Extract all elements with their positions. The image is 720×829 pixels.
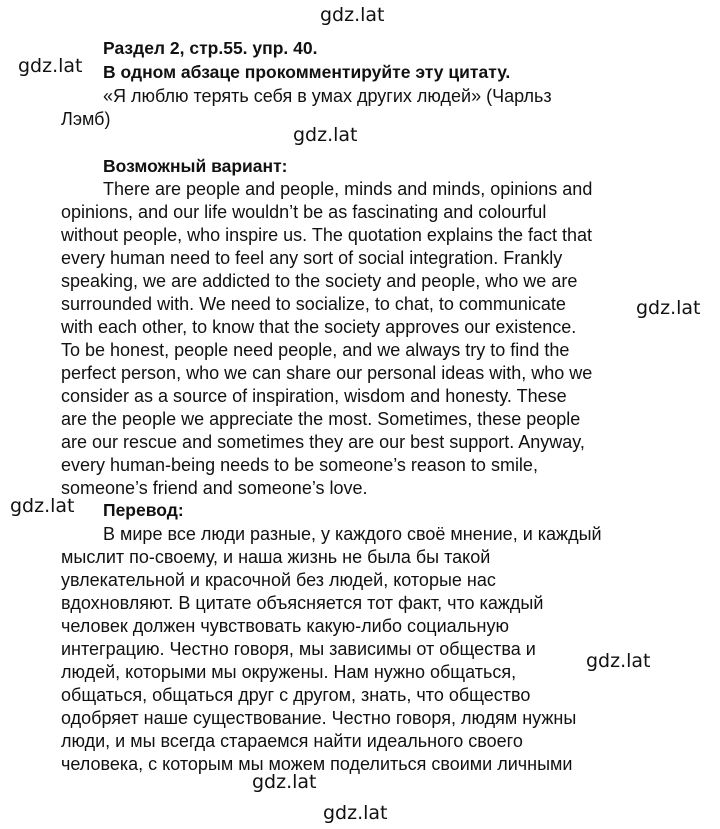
paragraph-line: consider as a source of inspiration, wisdom and honesty. These xyxy=(61,386,567,406)
paragraph-line: человека, с которым мы можем поделиться своими личными xyxy=(61,754,573,774)
paragraph-line: To be honest, people need people, and we always try to find the xyxy=(61,340,570,360)
watermark-left-middle: gdz.lat xyxy=(10,495,75,517)
paragraph-line: общаться, общаться друг с другом, знать, что общество xyxy=(61,685,531,705)
watermark-right-middle: gdz.lat xyxy=(636,297,701,319)
watermark-under-quote: gdz.lat xyxy=(293,124,358,146)
watermark-lower: gdz.lat xyxy=(252,771,317,793)
quote-line: «Я люблю терять себя в умах других людей» (Чарльз xyxy=(103,86,552,106)
paragraph-line: одобряет наше существование. Честно говоря, людям нужны xyxy=(61,708,577,728)
paragraph-line: with each other, to know that the society approves our existence. xyxy=(61,317,577,337)
paragraph-line: speaking, we are addicted to the society and people, who we are xyxy=(61,271,578,291)
paragraph-line: человек должен чувствовать какую-либо социальную xyxy=(61,616,509,636)
quote-line: Лэмб) xyxy=(61,109,111,129)
watermark-top: gdz.lat xyxy=(320,4,385,26)
translation-heading: Перевод: xyxy=(103,500,184,520)
paragraph-line: интеграцию. Честно говоря, мы зависимы от общества и xyxy=(61,639,536,659)
paragraph-line: surrounded with. We need to socialize, to chat, to communicate xyxy=(61,294,566,314)
paragraph-line: люди, и мы всегда стараемся найти идеального своего xyxy=(61,731,523,751)
paragraph-line: There are people and people, minds and minds, opinions and xyxy=(103,179,593,199)
task-heading: В одном абзаце прокомментируйте эту цитату. xyxy=(103,62,511,82)
paragraph-line: perfect person, who we can share our personal ideas with, who we xyxy=(61,363,593,383)
watermark-left-top: gdz.lat xyxy=(18,55,83,77)
watermark-bottom: gdz.lat xyxy=(323,802,388,824)
paragraph-line: someone’s friend and someone’s love. xyxy=(61,478,368,498)
paragraph-line: увлекательной и красочной без людей, которые нас xyxy=(61,570,496,590)
paragraph-line: мыслит по-своему, и наша жизнь не была бы такой xyxy=(61,547,491,567)
paragraph-line: opinions, and our life wouldn’t be as fascinating and colourful xyxy=(61,202,547,222)
paragraph-line: людей, которыми мы окружены. Нам нужно общаться, xyxy=(61,662,517,682)
paragraph-line: В мире все люди разные, у каждого своё мнение, и каждый xyxy=(103,524,602,544)
paragraph-line: are our rescue and sometimes they are our best support. Anyway, xyxy=(61,432,585,452)
paragraph-line: вдохновляют. В цитате объясняется тот факт, что каждый xyxy=(61,593,544,613)
paragraph-line: every human need to feel any sort of social integration. Frankly xyxy=(61,248,563,268)
paragraph-line: every human-being needs to be someone’s reason to smile, xyxy=(61,455,538,475)
variant-heading: Возможный вариант: xyxy=(103,156,288,176)
section-heading: Раздел 2, стр.55. упр. 40. xyxy=(103,38,318,58)
paragraph-line: are the people we appreciate the most. Sometimes, these people xyxy=(61,409,581,429)
paragraph-line: without people, who inspire us. The quotation explains the fact that xyxy=(61,225,593,245)
watermark-right-lower: gdz.lat xyxy=(586,650,651,672)
